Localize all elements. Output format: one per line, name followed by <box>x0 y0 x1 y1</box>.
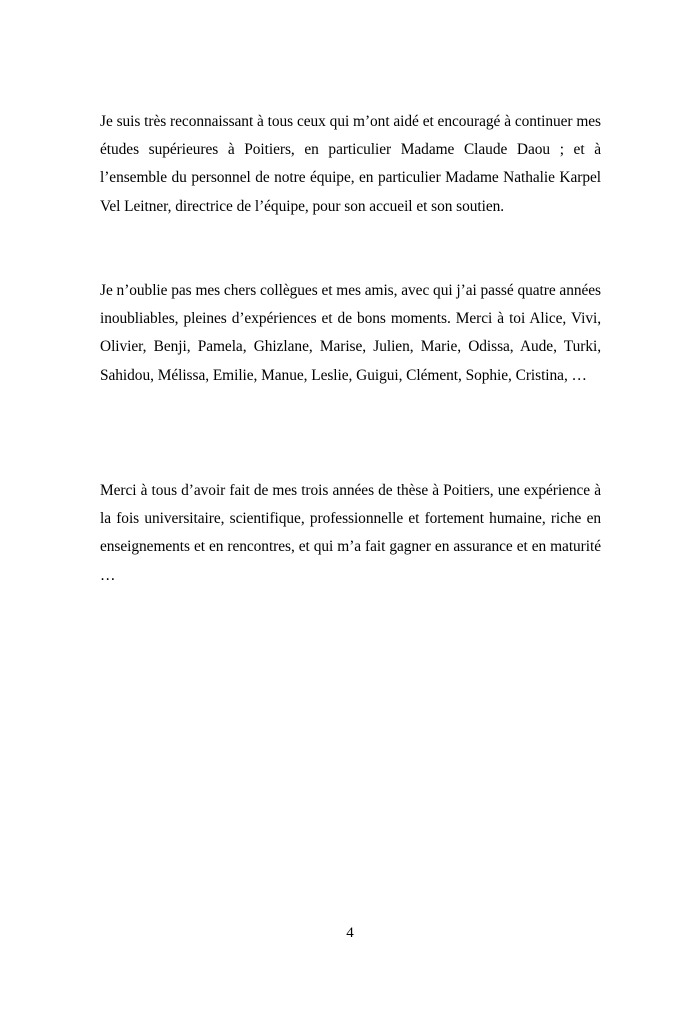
acknowledgement-paragraph-1: Je suis très reconnaissant à tous ceux qui m’ont aidé et encouragé à continuer mes études supérieures à Poitiers, en particulier Madame Claude Daou ; et à l’ensemble du personnel de notre équipe, en particulier Madame Nathalie Karpel Vel Leitner, directrice de l’équipe, pour son accueil et son soutien. <box>100 113 601 215</box>
acknowledgement-paragraph-2: Je n’oublie pas mes chers collègues et mes amis, avec qui j’ai passé quatre années inoubliables, pleines d’expériences et de bons moments. Merci à toi Alice, Vivi, Olivier, Benji, Pamela, Ghizlane, Marise, Julien, Marie, Odissa, Aude, Turki, Sahidou, Mélissa, Emilie, Manue, Leslie, Guigui, Clément, Sophie, Cristina, … <box>100 282 601 384</box>
acknowledgement-paragraph-3: Merci à tous d’avoir fait de mes trois années de thèse à Poitiers, une expérience à la fois universitaire, scientifique, professionnelle et fortement humaine, riche en enseignements et en rencontres, et qui m’a fait gagner en assurance et en maturité … <box>100 482 601 584</box>
page-number: 4 <box>346 925 354 941</box>
